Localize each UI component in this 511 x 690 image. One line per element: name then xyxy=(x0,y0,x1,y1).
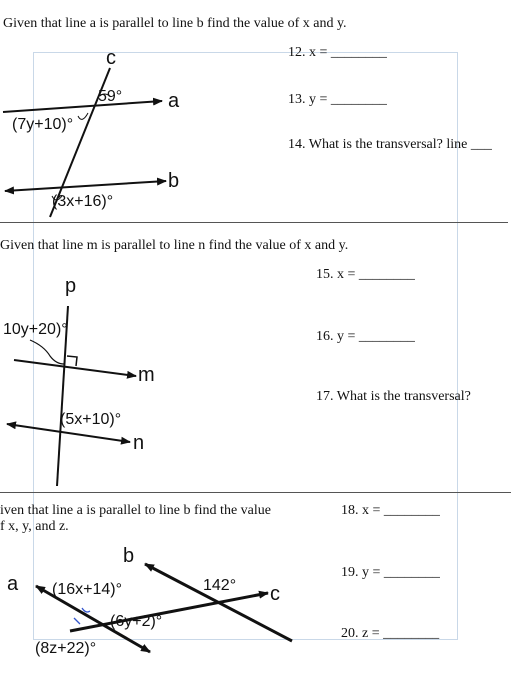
question-16: 16. y = ________ xyxy=(316,329,415,344)
angle-label-5x10: (5x+10)° xyxy=(60,411,122,428)
blue-angle-mark-1 xyxy=(82,608,90,612)
label-n: n xyxy=(133,432,145,454)
question-15: 15. x = ________ xyxy=(316,267,415,282)
label-b-1: b xyxy=(168,170,180,192)
blue-angle-mark-2 xyxy=(74,618,80,624)
label-p: p xyxy=(65,275,77,297)
angle-label-59: 59° xyxy=(98,88,123,105)
question-14: 14. What is the transversal? line ___ xyxy=(288,137,492,152)
angle-label-7y10: (7y+10)° xyxy=(12,116,74,133)
section-1-prompt: Given that line a is parallel to line b find the value of x and y. xyxy=(3,16,347,31)
section-3-prompt-line1: iven that line a is parallel to line b find the value xyxy=(0,503,271,518)
question-12: 12. x = ________ xyxy=(288,45,387,60)
question-18: 18. x = ________ xyxy=(341,503,440,518)
angle-label-142: 142° xyxy=(203,577,237,594)
angle-label-8z22: (8z+22)° xyxy=(35,640,97,657)
angle-label-6y2: (6y+2)° xyxy=(110,613,163,630)
section-2-prompt: Given that line m is parallel to line n find the value of x and y. xyxy=(0,238,349,253)
label-a-3: a xyxy=(7,573,19,595)
label-m: m xyxy=(138,364,155,386)
angle-label-16x14: (16x+14)° xyxy=(52,581,122,598)
label-c-1: c xyxy=(106,47,116,69)
question-19: 19. y = ________ xyxy=(341,565,440,580)
section-3-prompt-line2: f x, y, and z. xyxy=(0,519,69,534)
label-c-3: c xyxy=(270,583,280,605)
angle-label-3x16: (3x+16)° xyxy=(52,193,114,210)
angle-label-10y20: 10y+20)° xyxy=(3,321,68,338)
label-b-3: b xyxy=(123,545,135,567)
question-13: 13. y = ________ xyxy=(288,92,387,107)
question-20: 20. z = ________ xyxy=(341,626,440,641)
question-17: 17. What is the transversal? xyxy=(316,389,471,404)
label-a-1: a xyxy=(168,90,180,112)
